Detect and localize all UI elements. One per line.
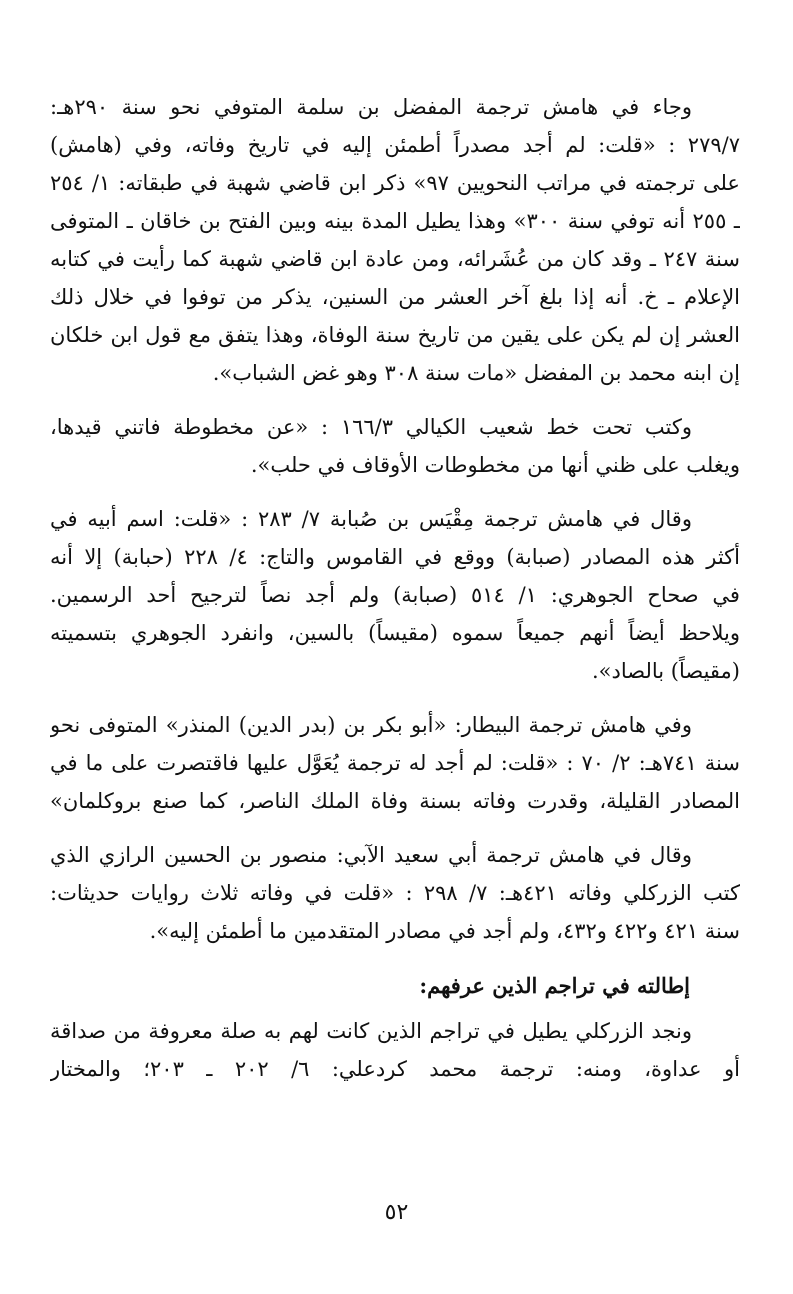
text-line: أو عداوة، ومنه: ترجمة محمد كردعلي: ٦/ ٢٠٢ ـ ٢٠٣؛ والمختار — [50, 1057, 740, 1081]
text-line: سنة ٧٤١هـ: ٢/ ٧٠ : «قلت: لم أجد له ترجمة يُعَوَّل عليها فاقتصرت على ما في — [50, 751, 740, 775]
book-page — [50, 88, 740, 1104]
paragraph-3 — [50, 500, 740, 690]
paragraph-1 — [50, 88, 740, 392]
text-line: سنة ٤٢١ و٤٢٢ و٤٣٢، ولم أجد في مصادر المتقدمين ما أطمئن إليه». — [149, 919, 740, 943]
text-line: العشر إن لم يكن على يقين من تاريخ سنة الوفاة، وهذا يتفق مع قول ابن خلكان — [50, 323, 740, 347]
paragraph-2 — [50, 408, 740, 484]
text-line: إن ابنه محمد بن المفضل «مات سنة ٣٠٨ وهو غض الشباب». — [212, 361, 740, 385]
paragraph-6 — [50, 1012, 740, 1088]
paragraph-5 — [50, 836, 740, 950]
text-line: وكتب تحت خط شعيب الكيالي ١٦٦/٣ : «عن مخطوطة فاتني قيدها، — [50, 415, 692, 439]
text-line: الإعلام ـ خ. أنه إذا بلغ آخر العشر من السنين، يذكر من توفوا في خلال ذلك — [50, 285, 740, 309]
text-line: (مقيصاً) بالصاد». — [591, 659, 740, 683]
text-line: ـ ٢٥٥ أنه توفي سنة ٣٠٠» وهذا يطيل المدة بينه وبين الفتح بن خاقان ـ المتوفى — [50, 209, 740, 233]
paragraph-4 — [50, 706, 740, 820]
text-line: وجاء في هامش ترجمة المفضل بن سلمة المتوفي نحو سنة ٢٩٠هـ: — [50, 95, 692, 119]
text-line: وفي هامش ترجمة البيطار: «أبو بكر بن (بدر الدين) المنذر» المتوفى نحو — [50, 713, 692, 737]
text-line: ويلاحظ أيضاً أنهم جميعاً سموه (مقيساً) بالسين، وانفرد الجوهري بتسميته — [50, 621, 740, 645]
text-line: ونجد الزركلي يطيل في تراجم الذين كانت لهم به صلة معروفة من صداقة — [50, 1019, 692, 1043]
text-line: أكثر هذه المصادر (صبابة) ووقع في القاموس والتاج: ٤/ ٢٢٨ (حبابة) إلا أنه — [50, 545, 740, 569]
page-number: ٥٢ — [384, 1200, 409, 1225]
text-line: وقال في هامش ترجمة أبي سعيد الآبي: منصور بن الحسين الرازي الذي — [50, 843, 692, 867]
text-line: المصادر القليلة، وقدرت وفاته بسنة وفاة الملك الناصر، كما صنع بروكلمان» — [50, 789, 740, 813]
text-line: سنة ٢٤٧ ـ وقد كان من عُشَرائه، ومن عادة ابن قاضي شهبة كما رأيت في كتابه — [50, 247, 740, 271]
text-line: ويغلب على ظني أنها من مخطوطات الأوقاف في حلب». — [250, 453, 740, 477]
text-line: كتب الزركلي وفاته ٤٢١هـ: ٧/ ٢٩٨ : «قلت في وفاته ثلاث روايات حديثات: — [50, 881, 740, 905]
text-line: على ترجمته في مراتب النحويين ٩٧» ذكر ابن قاضي شهبة في طبقاته: ١/ ٢٥٤ — [50, 171, 740, 195]
section-heading: إطالته في تراجم الذين عرفهم: — [419, 973, 690, 998]
text-line: وقال في هامش ترجمة مِقْيَس بن صُبابة ٧/ ٢٨٣ : «قلت: اسم أبيه في — [50, 507, 692, 531]
text-line: ٢٧٩/٧ : «قلت: لم أجد مصدراً أطمئن إليه في تاريخ وفاته، وفي (هامش) — [50, 133, 740, 157]
text-line: في صحاح الجوهري: ١/ ٥١٤ (صبابة) ولم أجد نصاً لترجيح أحد الرسمين. — [50, 583, 740, 607]
